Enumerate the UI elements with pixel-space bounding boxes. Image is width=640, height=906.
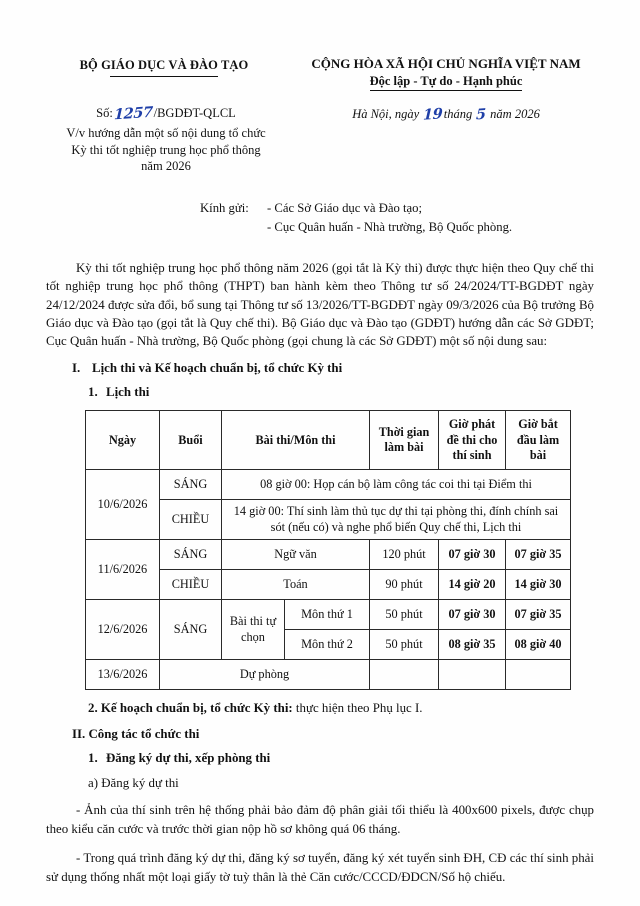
recipients-block — [0, 199, 640, 237]
header-ngay: Ngày — [86, 411, 160, 470]
date-year-value: 2026 — [514, 107, 540, 122]
date-place-prefix: Hà Nội, ngày — [352, 107, 420, 122]
cell-mon-2: Ngữ văn — [222, 540, 370, 570]
section-heading-1 — [46, 361, 594, 376]
subject-line-3: năm 2026 — [141, 159, 191, 174]
cell-mon-5: Môn thứ 2 — [285, 630, 370, 660]
date-year-prefix: năm — [490, 107, 512, 122]
cell-giobatdau-3: 14 giờ 30 — [506, 570, 571, 600]
subsection-2-1-number: 1. — [88, 751, 98, 766]
document-body — [0, 259, 640, 401]
date-month-prefix: tháng — [443, 107, 473, 122]
cell-giobatdau-2: 07 giờ 35 — [506, 540, 571, 570]
cell-ngay-2: 11/6/2026 — [86, 540, 160, 600]
header-left-block — [40, 56, 292, 91]
cell-buoi-1: CHIỀU — [160, 500, 222, 540]
header-right-block — [292, 56, 600, 91]
recipients-label: Kính gửi: — [200, 200, 249, 215]
cell-mon-3: Toán — [222, 570, 370, 600]
document-number-block — [40, 105, 292, 175]
cell-thoigian-3: 90 phút — [370, 570, 439, 600]
date-day-handwritten: 19 — [423, 105, 443, 125]
cell-ngay-0: 10/6/2026 — [86, 470, 160, 540]
table-row — [86, 470, 571, 500]
cell-giophat-3: 14 giờ 20 — [439, 570, 506, 600]
subject-line-1: V/v hướng dẫn một số nội dung tổ chức — [66, 126, 266, 141]
document-number-suffix: /BGDĐT-QLCL — [153, 106, 236, 121]
cell-giophat-5: 08 giờ 35 — [439, 630, 506, 660]
motto-underline — [370, 90, 522, 91]
cell-giophat-4: 07 giờ 30 — [439, 600, 506, 630]
cell-bai-4: Bài thi tự chọn — [222, 600, 285, 660]
cell-note-6: Dự phòng — [160, 660, 370, 690]
date-month-handwritten: 5 — [476, 105, 487, 124]
document-number-line — [40, 105, 292, 122]
table-row — [86, 540, 571, 570]
section-1-title: Lịch thi và Kế hoạch chuẩn bị, tổ chức Kỳ thi — [92, 361, 343, 376]
recipient-item-0: - Các Sở Giáo dục và Đào tạo; — [267, 200, 423, 215]
cell-thoigian-4: 50 phút — [370, 600, 439, 630]
subsection-1-2-bold: 2. Kế hoạch chuẩn bị, tổ chức Kỳ thi: — [88, 701, 293, 716]
subsection-1-2-rest: thực hiện theo Phụ lục I. — [292, 701, 423, 716]
subsection-heading-2-1 — [46, 751, 594, 766]
cell-mon-4: Môn thứ 1 — [285, 600, 370, 630]
cell-thoigian-5: 50 phút — [370, 630, 439, 660]
table-row — [86, 660, 571, 690]
cell-thoigian-2: 120 phút — [370, 540, 439, 570]
subsection-heading-2-1-a: a) Đăng ký dự thi — [88, 776, 179, 791]
header-meta-row — [0, 91, 640, 175]
cell-thoigian-6 — [370, 660, 439, 690]
cell-ngay-6: 13/6/2026 — [86, 660, 160, 690]
header-buoi: Buổi — [160, 411, 222, 470]
cell-giophat-2: 07 giờ 30 — [439, 540, 506, 570]
recipient-row-2 — [200, 218, 640, 237]
recipient-item-1: - Cục Quân huấn - Nhà trường, Bộ Quốc phòng. — [267, 219, 513, 234]
exam-schedule-table — [85, 410, 571, 690]
subsection-2-1-title: Đăng ký dự thi, xếp phòng thi — [106, 751, 271, 766]
subsection-heading-1-1 — [46, 385, 594, 400]
section-1-number: I. — [72, 361, 81, 376]
header-bai-mon: Bài thi/Môn thi — [222, 411, 370, 470]
table-row — [86, 600, 571, 630]
document-number-prefix: Số: — [96, 106, 113, 121]
header-gio-bat-dau: Giờ bắt đầu làm bài — [506, 411, 571, 470]
intro-paragraph: Kỳ thi tốt nghiệp trung học phổ thông năm 2026 (gọi tắt là Kỳ thi) được thực hiện theo Quy chế thi tốt nghiệp trung học phổ thông (THPT) ban hành kèm theo Thông tư số 24/2024/TT-BGDĐT ngày 24/12/2024 được sửa đổi, bổ sung tại Thông tư số 13/2026/TT-BGDĐT ngày 09/3/2026 của Bộ trưởng Bộ Giáo dục và Đào tạo (gọi tắt là Quy chế thi). Bộ Giáo dục và Đào tạo (GDĐT) hướng dẫn các Sở GDĐT; Cục Quân huấn - Nhà trường, Bộ Quốc phòng (gọi chung là các Sở GDĐT) một số nội dung sau: — [46, 260, 594, 349]
table-header-row — [86, 411, 571, 470]
cell-giobatdau-5: 08 giờ 40 — [506, 630, 571, 660]
cell-giophat-6 — [439, 660, 506, 690]
bullet-paragraph-2: - Trong quá trình đăng ký dự thi, đăng ký sơ tuyển, đăng ký xét tuyển sinh ĐH, CĐ các thí sinh phải sử dụng thống nhất một loại giấy tờ tuỳ thân là thẻ Căn cước/CCCD/ĐDCN/Số hộ chiếu. — [46, 850, 594, 884]
ministry-name: BỘ GIÁO DỤC VÀ ĐÀO TẠO — [79, 58, 249, 72]
subsection-1-1-title: Lịch thi — [106, 385, 150, 400]
document-date-line — [292, 105, 600, 175]
ministry-underline — [110, 76, 218, 77]
nation-name: CỘNG HÒA XÃ HỘI CHỦ NGHĨA VIỆT NAM — [311, 56, 581, 71]
recipient-row-1 — [200, 199, 640, 218]
document-body-continued — [0, 701, 640, 886]
cell-buoi-3: CHIỀU — [160, 570, 222, 600]
nation-motto: Độc lập - Tự do - Hạnh phúc — [369, 74, 523, 88]
cell-buoi-4: SÁNG — [160, 600, 222, 660]
cell-ngay-4: 12/6/2026 — [86, 600, 160, 660]
bullet-paragraph-1: - Ảnh của thí sinh trên hệ thống phải bảo đảm độ phân giải tối thiểu là 400x600 pixels, được chụp theo kiểu căn cước và trước thời gian nộp hồ sơ không quá 06 tháng. — [46, 803, 594, 837]
cell-buoi-2: SÁNG — [160, 540, 222, 570]
cell-note-0: 08 giờ 00: Họp cán bộ làm công tác coi thi tại Điểm thi — [222, 470, 571, 500]
document-number-handwritten: 1257 — [113, 103, 153, 124]
cell-buoi-0: SÁNG — [160, 470, 222, 500]
header-gio-phat: Giờ phát đề thi cho thí sinh — [439, 411, 506, 470]
document-subject — [40, 125, 292, 175]
document-header — [0, 0, 640, 91]
schedule-table-wrapper — [0, 410, 640, 690]
subsection-heading-1-2 — [46, 701, 594, 716]
cell-giobatdau-4: 07 giờ 35 — [506, 600, 571, 630]
subsection-1-1-number: 1. — [88, 385, 98, 400]
cell-giobatdau-6 — [506, 660, 571, 690]
cell-note-1: 14 giờ 00: Thí sinh làm thủ tục dự thi tại phòng thi, đính chính sai sót (nếu có) và nghe phổ biến Quy chế thi, Lịch thi — [222, 500, 571, 540]
header-thoi-gian: Thời gian làm bài — [370, 411, 439, 470]
subject-line-2: Kỳ thi tốt nghiệp trung học phổ thông — [71, 142, 261, 157]
section-heading-2: II. Công tác tổ chức thi — [72, 727, 200, 742]
